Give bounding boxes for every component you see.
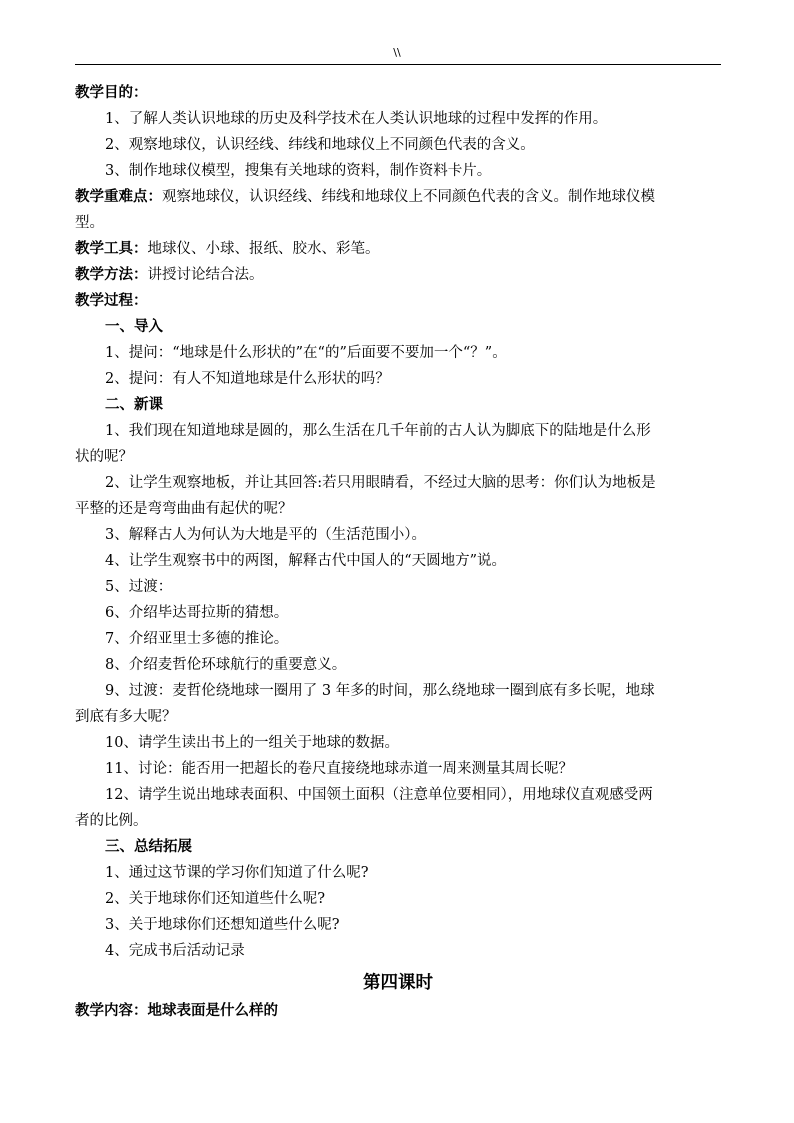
tools-text: 地球仪、小球、报纸、胶水、彩笔。 bbox=[147, 241, 380, 257]
lesson-four-title: 第四课时 bbox=[363, 973, 433, 993]
key-points-line bbox=[75, 184, 721, 210]
page-header: \\ bbox=[393, 46, 401, 59]
content-label: 教学内容： bbox=[75, 1002, 148, 1019]
new-lesson-item: 4、让学生观察书中的两图，解释古代中国人的“天圆地方”说。 bbox=[105, 553, 507, 569]
key-points-text: 观察地球仪，认识经线、纬线和地球仪上不同颜色代表的含义。制作地球仪模 bbox=[162, 189, 655, 205]
content-text: 地球表面是什么样的 bbox=[147, 1002, 278, 1019]
new-lesson-item: 7、介绍亚里士多德的推论。 bbox=[105, 631, 289, 647]
new-lesson-item: 5、过渡： bbox=[105, 579, 173, 595]
key-points-label: 教学重难点： bbox=[75, 188, 162, 205]
intro-item: 2、提问：有人不知道地球是什么形状的吗？ bbox=[105, 371, 390, 387]
method-line bbox=[75, 262, 721, 288]
key-points-continuation: 型。 bbox=[75, 215, 104, 231]
new-lesson-item: 12、请学生说出地球表面积、中国领土面积（注意单位要相同），用地球仪直观感受两 bbox=[105, 787, 653, 803]
goal-item: 2、观察地球仪，认识经线、纬线和地球仪上不同颜色代表的含义。 bbox=[105, 137, 535, 153]
section-title-new-lesson: 二、新课 bbox=[105, 396, 163, 413]
section-title-summary: 三、总结拓展 bbox=[105, 838, 192, 855]
new-lesson-item: 6、介绍毕达哥拉斯的猜想。 bbox=[105, 605, 289, 621]
new-lesson-item: 1、我们现在知道地球是圆的，那么生活在几千年前的古人认为脚底下的陆地是什么形 bbox=[105, 423, 651, 439]
new-lesson-item-continuation: 者的比例。 bbox=[75, 813, 148, 829]
goal-item: 1、了解人类认识地球的历史及科学技术在人类认识地球的过程中发挥的作用。 bbox=[105, 111, 608, 127]
method-text: 讲授讨论结合法。 bbox=[147, 267, 264, 283]
new-lesson-item-continuation: 到底有多大呢？ bbox=[75, 709, 177, 725]
document-body bbox=[75, 80, 721, 1024]
content-line bbox=[75, 998, 721, 1024]
method-label: 教学方法： bbox=[75, 266, 148, 283]
new-lesson-item: 10、请学生读出书上的一组关于地球的数据。 bbox=[105, 735, 399, 751]
goal-heading: 教学目的： bbox=[75, 84, 148, 101]
new-lesson-item-continuation: 平整的还是弯弯曲曲有起伏的呢？ bbox=[75, 501, 293, 517]
new-lesson-item: 8、介绍麦哲伦环球航行的重要意义。 bbox=[105, 657, 347, 673]
tools-label: 教学工具： bbox=[75, 240, 148, 257]
goal-item: 3、制作地球仪模型，搜集有关地球的资料，制作资料卡片。 bbox=[105, 163, 492, 179]
summary-item: 1、通过这节课的学习你们知道了什么呢? bbox=[105, 865, 369, 881]
summary-item: 2、关于地球你们还知道些什么呢? bbox=[105, 891, 325, 907]
new-lesson-item: 3、解释古人为何认为大地是平的（生活范围小）。 bbox=[105, 527, 426, 543]
header-rule bbox=[75, 64, 721, 65]
process-heading: 教学过程： bbox=[75, 292, 148, 309]
summary-item: 4、完成书后活动记录 bbox=[105, 943, 245, 959]
intro-item: 1、提问：“地球是什么形状的”在“的”后面要不要加一个“？”。 bbox=[105, 345, 507, 361]
new-lesson-item: 2、让学生观察地板，并让其回答:若只用眼睛看，不经过大脑的思考：你们认为地板是 bbox=[105, 475, 656, 491]
section-title-intro: 一、导入 bbox=[105, 318, 163, 335]
summary-item: 3、关于地球你们还想知道些什么呢? bbox=[105, 917, 340, 933]
new-lesson-item: 9、过渡：麦哲伦绕地球一圈用了 3 年多的时间，那么绕地球一圈到底有多长呢，地球 bbox=[105, 683, 655, 699]
new-lesson-item-continuation: 状的呢？ bbox=[75, 449, 133, 465]
tools-line bbox=[75, 236, 721, 262]
new-lesson-item: 11、讨论：能否用一把超长的卷尺直接绕地球赤道一周来测量其周长呢？ bbox=[105, 761, 573, 777]
